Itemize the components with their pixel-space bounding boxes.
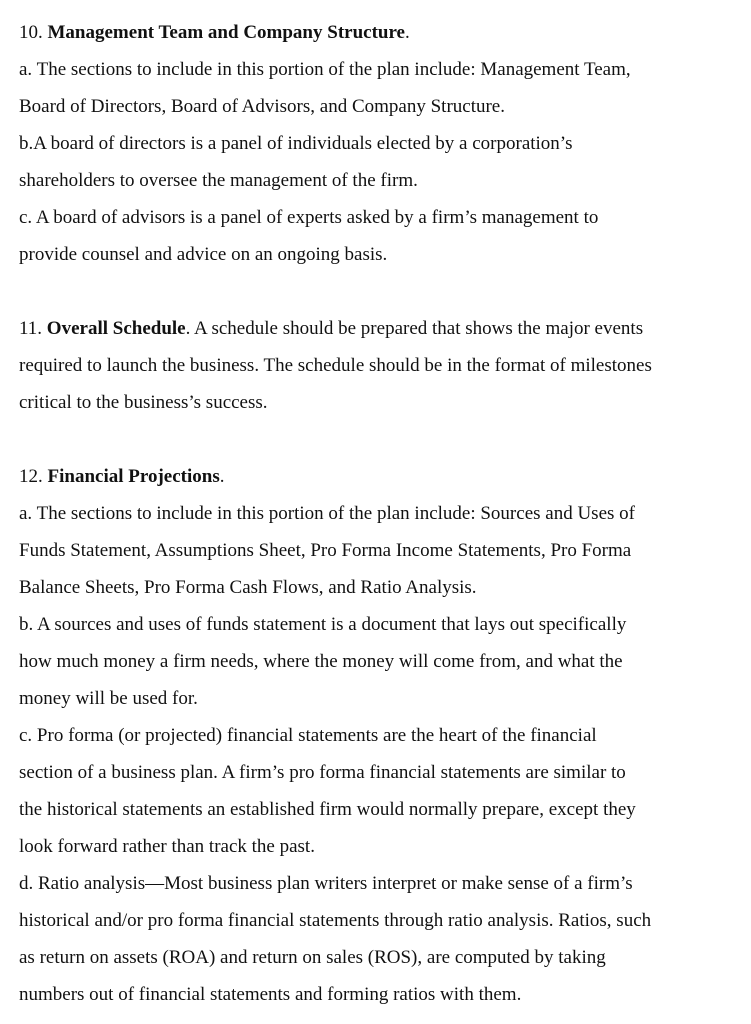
paragraph-line: a. The sections to include in this portion of the plan include: Sources and Uses of bbox=[19, 503, 635, 524]
paragraph-line: d. Ratio analysis—Most business plan writers interpret or make sense of a firm’s bbox=[19, 873, 633, 894]
document-page bbox=[19, 14, 744, 1013]
paragraph-line: b.A board of directors is a panel of individuals elected by a corporation’s bbox=[19, 133, 573, 154]
paragraph-line: b. A sources and uses of funds statement is a document that lays out specifically bbox=[19, 614, 627, 635]
paragraph-line: look forward rather than track the past. bbox=[19, 836, 315, 857]
section-heading-trail: . A schedule should be prepared that shows the major events bbox=[185, 318, 644, 339]
paragraph-line: c. Pro forma (or projected) financial statements are the heart of the financial bbox=[19, 725, 597, 746]
paragraph-line: numbers out of financial statements and forming ratios with them. bbox=[19, 984, 522, 1005]
section-spacer bbox=[19, 421, 744, 458]
paragraph-line: provide counsel and advice on an ongoing basis. bbox=[19, 244, 388, 265]
paragraph-line: critical to the business’s success. bbox=[19, 392, 268, 413]
paragraph-line: as return on assets (ROA) and return on sales (ROS), are computed by taking bbox=[19, 947, 606, 968]
paragraph-line: c. A board of advisors is a panel of experts asked by a firm’s management to bbox=[19, 207, 599, 228]
section-number: 10. bbox=[19, 22, 48, 43]
section-10-heading-line bbox=[19, 14, 744, 51]
section-heading: Overall Schedule bbox=[46, 318, 186, 339]
paragraph-line: Balance Sheets, Pro Forma Cash Flows, and Ratio Analysis. bbox=[19, 577, 477, 598]
section-12-heading-line bbox=[19, 458, 744, 495]
section-11-heading-line bbox=[19, 310, 744, 347]
paragraph-line: historical and/or pro forma financial statements through ratio analysis. Ratios, such bbox=[19, 910, 652, 931]
section-number: 11. bbox=[19, 318, 47, 339]
paragraph-line: money will be used for. bbox=[19, 688, 198, 709]
paragraph-line: a. The sections to include in this portion of the plan include: Management Team, bbox=[19, 59, 631, 80]
section-heading-trail: . bbox=[219, 466, 225, 487]
section-spacer bbox=[19, 273, 744, 310]
section-heading-trail: . bbox=[405, 22, 410, 43]
paragraph-line: the historical statements an established firm would normally prepare, except they bbox=[19, 799, 636, 820]
paragraph-line: required to launch the business. The schedule should be in the format of milestones bbox=[19, 355, 652, 376]
paragraph-line: section of a business plan. A firm’s pro forma financial statements are similar to bbox=[19, 762, 626, 783]
paragraph-line: Funds Statement, Assumptions Sheet, Pro Forma Income Statements, Pro Forma bbox=[19, 540, 632, 561]
paragraph-line: Board of Directors, Board of Advisors, and Company Structure. bbox=[19, 96, 505, 117]
paragraph-line: how much money a firm needs, where the money will come from, and what the bbox=[19, 651, 623, 672]
paragraph-line: shareholders to oversee the management of the firm. bbox=[19, 170, 418, 191]
section-heading: Management Team and Company Structure bbox=[47, 22, 405, 43]
section-number: 12. bbox=[19, 466, 48, 487]
section-heading: Financial Projections bbox=[47, 466, 220, 487]
